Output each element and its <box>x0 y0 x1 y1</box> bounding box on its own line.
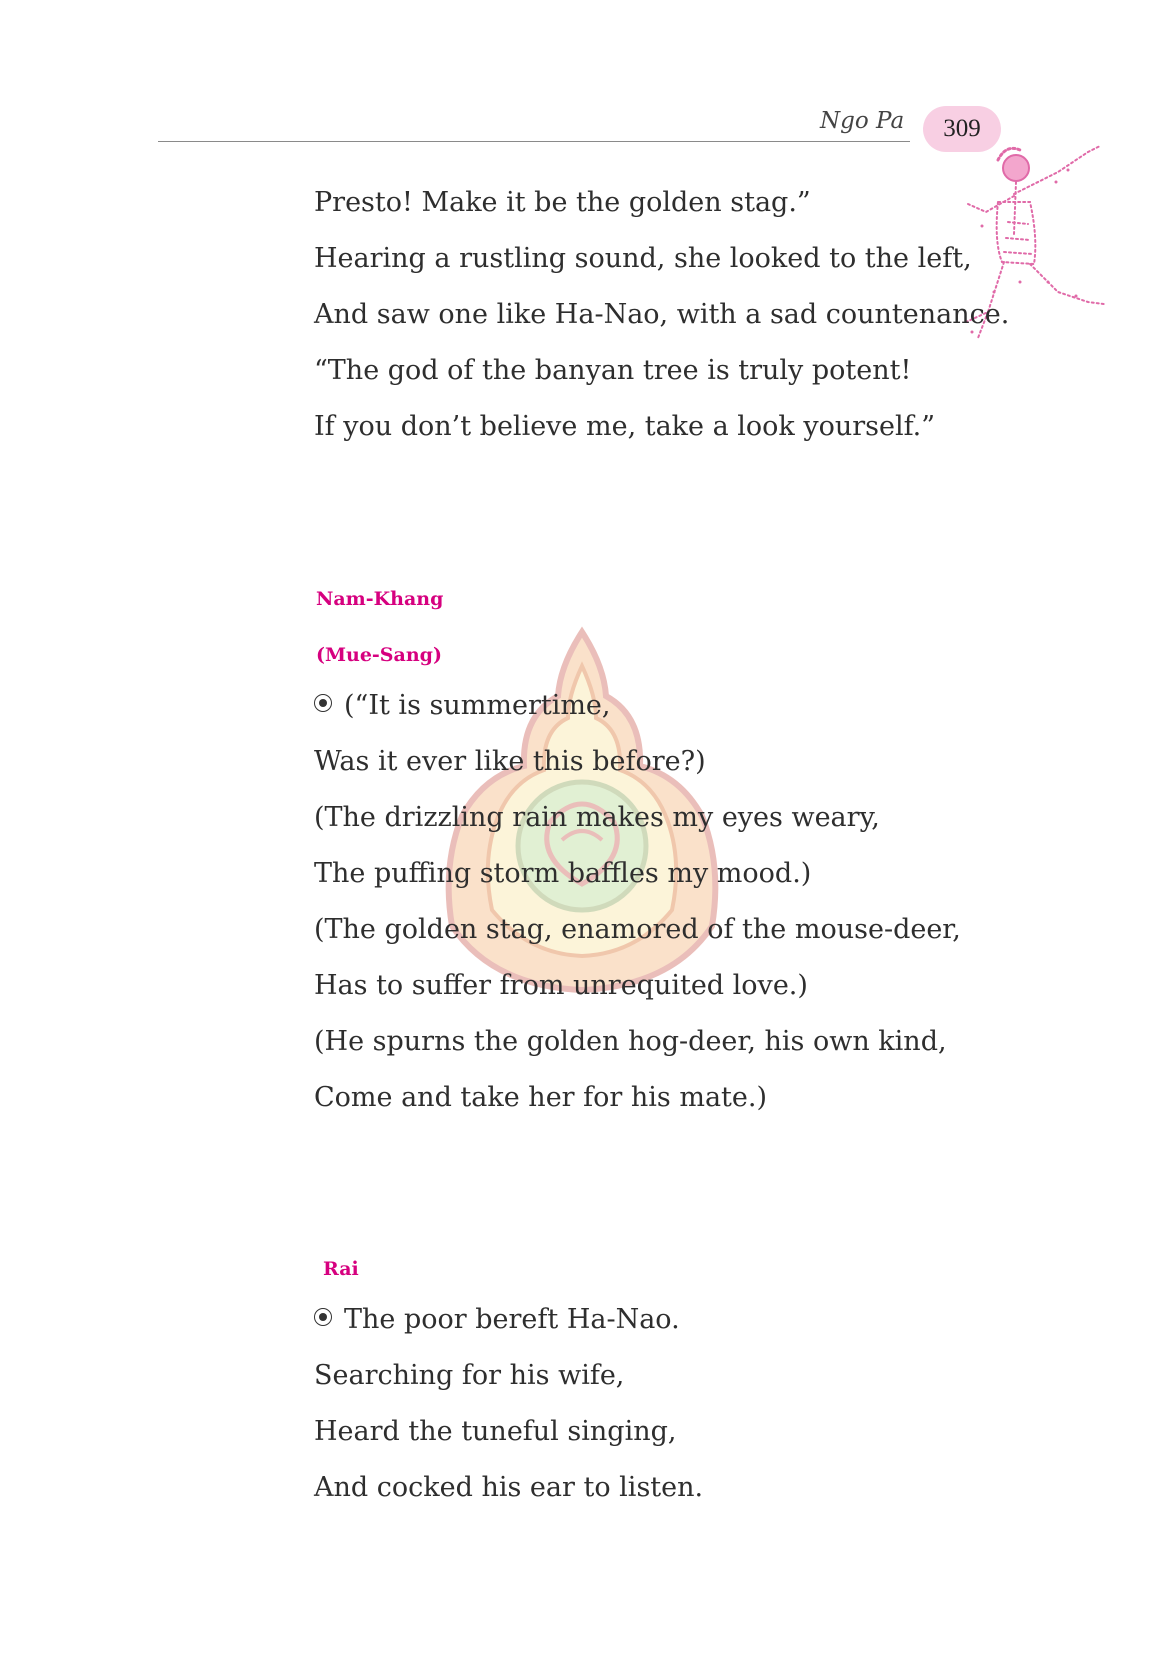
verse-line: The puffing storm baffles my mood.) <box>314 858 812 889</box>
verse-line: And cocked his ear to listen. <box>314 1472 704 1503</box>
verse-line: Has to suffer from unrequited love.) <box>314 970 808 1001</box>
verse-line: (He spurns the golden hog-deer, his own kind, <box>314 1026 947 1057</box>
verse-line: Hearing a rustling sound, she looked to the left, <box>314 243 972 274</box>
verse-line-text: The poor bereft Ha-Nao. <box>344 1304 680 1335</box>
verse-line-text: (“It is summertime, <box>344 690 611 721</box>
circled-dot-icon <box>314 1308 332 1326</box>
verse-line: (The golden stag, enamored of the mouse-deer, <box>314 914 961 945</box>
verse-line: “The god of the banyan tree is truly potent! <box>314 355 912 386</box>
verse-line: If you don’t believe me, take a look yourself.” <box>314 411 936 442</box>
section-heading: Nam-Khang <box>316 588 444 610</box>
verse-line: Come and take her for his mate.) <box>314 1082 768 1113</box>
section-subheading: (Mue-Sang) <box>316 644 442 666</box>
section-heading: Rai <box>323 1258 359 1280</box>
verse-line: And saw one like Ha-Nao, with a sad countenance. <box>314 299 1010 330</box>
page-number: 309 <box>943 115 981 142</box>
verse-line: (The drizzling rain makes my eyes weary, <box>314 802 880 833</box>
running-title: Ngo Pa <box>820 108 905 134</box>
verse-line: Heard the tuneful singing, <box>314 1416 677 1447</box>
header-rule <box>158 141 910 142</box>
verse-line <box>314 1306 680 1333</box>
verse-line: Presto! Make it be the golden stag.” <box>314 187 811 218</box>
verse-line: Searching for his wife, <box>314 1360 625 1391</box>
verse-line: Was it ever like this before?) <box>314 746 706 777</box>
circled-dot-icon <box>314 694 332 712</box>
verse-line <box>314 692 611 719</box>
